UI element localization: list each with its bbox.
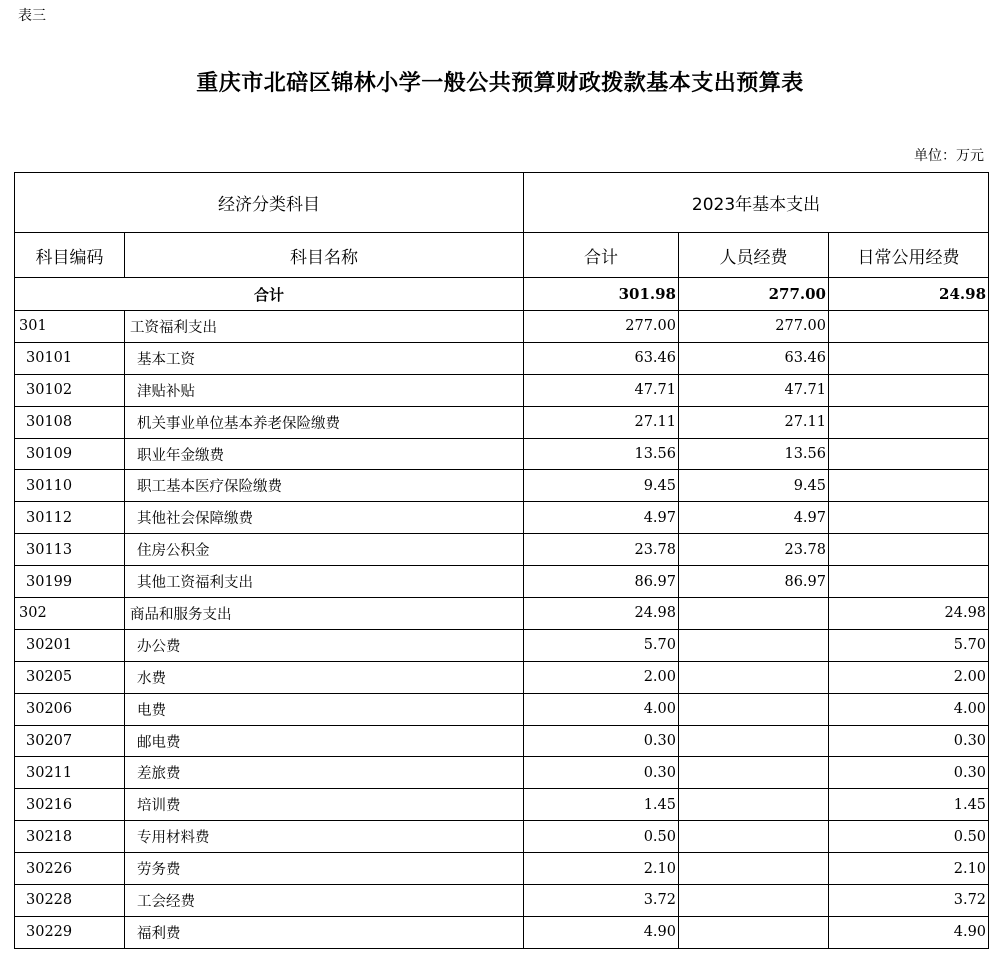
row-total: 63.46	[524, 342, 679, 374]
row-public	[829, 534, 989, 566]
row-personnel	[679, 885, 829, 917]
table-row	[15, 534, 989, 566]
row-personnel	[679, 789, 829, 821]
row-public: 0.30	[829, 725, 989, 757]
total-row	[15, 278, 989, 311]
row-code: 30226	[15, 853, 125, 885]
budget-table	[14, 172, 989, 949]
row-total: 2.10	[524, 853, 679, 885]
row-code: 30216	[15, 789, 125, 821]
row-code: 30110	[15, 470, 125, 502]
total-amount: 301.98	[524, 278, 679, 311]
row-total: 2.00	[524, 661, 679, 693]
table-row	[15, 502, 989, 534]
row-public	[829, 374, 989, 406]
row-total: 0.30	[524, 725, 679, 757]
row-public	[829, 566, 989, 598]
header-total: 合计	[524, 233, 679, 278]
table-row	[15, 693, 989, 725]
table-row	[15, 311, 989, 343]
row-public: 24.98	[829, 598, 989, 630]
row-personnel: 23.78	[679, 534, 829, 566]
header-row-columns	[15, 233, 989, 278]
table-row	[15, 789, 989, 821]
header-name: 科目名称	[125, 233, 524, 278]
row-personnel: 63.46	[679, 342, 829, 374]
row-name: 其他工资福利支出	[125, 566, 524, 598]
row-personnel	[679, 598, 829, 630]
row-personnel	[679, 916, 829, 948]
total-personnel: 277.00	[679, 278, 829, 311]
row-public: 2.00	[829, 661, 989, 693]
row-name: 办公费	[125, 629, 524, 661]
header-code: 科目编码	[15, 233, 125, 278]
row-code: 30207	[15, 725, 125, 757]
table-row	[15, 374, 989, 406]
row-code: 30229	[15, 916, 125, 948]
row-total: 47.71	[524, 374, 679, 406]
row-name: 专用材料费	[125, 821, 524, 853]
row-personnel: 277.00	[679, 311, 829, 343]
row-name: 基本工资	[125, 342, 524, 374]
header-row-group	[15, 173, 989, 233]
row-name: 工资福利支出	[125, 311, 524, 343]
row-code: 30113	[15, 534, 125, 566]
row-personnel	[679, 757, 829, 789]
header-personnel: 人员经费	[679, 233, 829, 278]
row-total: 3.72	[524, 885, 679, 917]
row-public	[829, 406, 989, 438]
row-public: 0.50	[829, 821, 989, 853]
row-code: 301	[15, 311, 125, 343]
header-economic-classification: 经济分类科目	[15, 173, 524, 233]
row-code: 30205	[15, 661, 125, 693]
row-public: 3.72	[829, 885, 989, 917]
row-public: 2.10	[829, 853, 989, 885]
table-row	[15, 406, 989, 438]
total-public: 24.98	[829, 278, 989, 311]
table-row	[15, 566, 989, 598]
row-total: 24.98	[524, 598, 679, 630]
row-total: 5.70	[524, 629, 679, 661]
row-name: 劳务费	[125, 853, 524, 885]
table-row	[15, 661, 989, 693]
row-name: 其他社会保障缴费	[125, 502, 524, 534]
row-personnel	[679, 693, 829, 725]
header-public: 日常公用经费	[829, 233, 989, 278]
row-personnel: 47.71	[679, 374, 829, 406]
row-name: 机关事业单位基本养老保险缴费	[125, 406, 524, 438]
table-row	[15, 885, 989, 917]
row-name: 福利费	[125, 916, 524, 948]
row-total: 86.97	[524, 566, 679, 598]
row-name: 水费	[125, 661, 524, 693]
row-name: 邮电费	[125, 725, 524, 757]
row-personnel: 86.97	[679, 566, 829, 598]
document-title: 重庆市北碚区锦林小学一般公共预算财政拨款基本支出预算表	[196, 71, 804, 96]
row-name: 差旅费	[125, 757, 524, 789]
table-row	[15, 853, 989, 885]
row-public: 0.30	[829, 757, 989, 789]
row-personnel	[679, 821, 829, 853]
row-personnel	[679, 661, 829, 693]
table-row	[15, 916, 989, 948]
row-total: 4.97	[524, 502, 679, 534]
row-public	[829, 311, 989, 343]
row-total: 9.45	[524, 470, 679, 502]
row-code: 30201	[15, 629, 125, 661]
table-row	[15, 470, 989, 502]
row-personnel	[679, 629, 829, 661]
row-name: 培训费	[125, 789, 524, 821]
row-code: 30102	[15, 374, 125, 406]
row-personnel	[679, 725, 829, 757]
row-public	[829, 502, 989, 534]
row-personnel: 27.11	[679, 406, 829, 438]
header-basic-expenditure-2023: 2023年基本支出	[524, 173, 989, 233]
row-total: 277.00	[524, 311, 679, 343]
page-label: 表三	[18, 8, 46, 24]
row-code: 30109	[15, 438, 125, 470]
row-public: 4.90	[829, 916, 989, 948]
row-name: 职工基本医疗保险缴费	[125, 470, 524, 502]
row-total: 27.11	[524, 406, 679, 438]
table-row	[15, 342, 989, 374]
row-code: 30206	[15, 693, 125, 725]
row-public: 1.45	[829, 789, 989, 821]
row-personnel	[679, 853, 829, 885]
row-code: 30101	[15, 342, 125, 374]
row-total: 4.90	[524, 916, 679, 948]
row-personnel: 13.56	[679, 438, 829, 470]
row-personnel: 9.45	[679, 470, 829, 502]
row-total: 0.50	[524, 821, 679, 853]
row-public	[829, 438, 989, 470]
row-personnel: 4.97	[679, 502, 829, 534]
row-public	[829, 342, 989, 374]
row-code: 30218	[15, 821, 125, 853]
table-row	[15, 757, 989, 789]
row-code: 30108	[15, 406, 125, 438]
row-total: 23.78	[524, 534, 679, 566]
unit-label: 单位：万元	[914, 148, 984, 164]
row-total: 1.45	[524, 789, 679, 821]
table-row	[15, 629, 989, 661]
row-code: 30112	[15, 502, 125, 534]
row-public: 5.70	[829, 629, 989, 661]
row-name: 电费	[125, 693, 524, 725]
table-row	[15, 438, 989, 470]
row-name: 职业年金缴费	[125, 438, 524, 470]
row-code: 30228	[15, 885, 125, 917]
row-total: 4.00	[524, 693, 679, 725]
row-public: 4.00	[829, 693, 989, 725]
row-code: 30199	[15, 566, 125, 598]
row-code: 30211	[15, 757, 125, 789]
row-name: 商品和服务支出	[125, 598, 524, 630]
row-public	[829, 470, 989, 502]
table-row	[15, 598, 989, 630]
row-total: 13.56	[524, 438, 679, 470]
total-label: 合计	[15, 278, 524, 311]
table-row	[15, 821, 989, 853]
row-name: 津贴补贴	[125, 374, 524, 406]
table-row	[15, 725, 989, 757]
row-name: 住房公积金	[125, 534, 524, 566]
row-code: 302	[15, 598, 125, 630]
row-total: 0.30	[524, 757, 679, 789]
row-name: 工会经费	[125, 885, 524, 917]
